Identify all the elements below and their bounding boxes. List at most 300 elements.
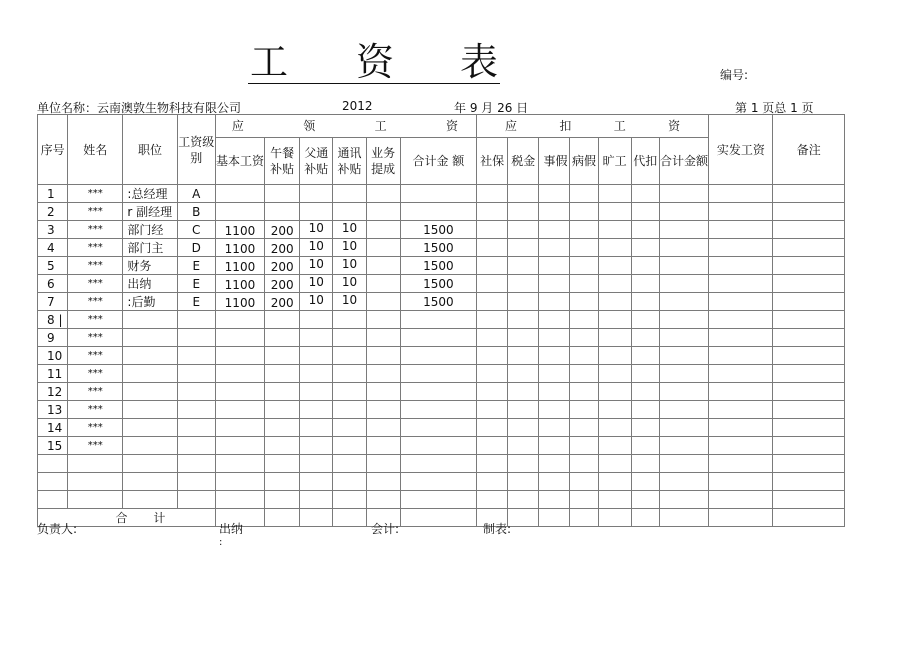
row-empty-cell [570, 401, 598, 419]
row-empty-cell [570, 347, 598, 365]
row-empty-cell [773, 365, 845, 383]
row-seq: 7 [38, 293, 68, 311]
row-empty-cell [477, 491, 508, 509]
row-empty-cell [477, 365, 508, 383]
row-empty-cell [570, 185, 598, 203]
total-char-2: 计 [153, 510, 166, 525]
row-empty-cell [709, 419, 773, 437]
row-meal-allowance: 200 [265, 257, 300, 275]
table-row [38, 491, 845, 509]
row-level [177, 401, 215, 419]
row-empty-cell [570, 365, 598, 383]
header-withhold: 代扣 [631, 138, 659, 185]
row-seq: 1 [38, 185, 68, 203]
row-empty-cell [773, 311, 845, 329]
row-comm-allowance [333, 419, 366, 437]
row-level: C [177, 221, 215, 239]
header-transport: 父通补贴 [300, 138, 333, 185]
row-base-salary: 1100 [215, 257, 264, 275]
row-base-salary [215, 329, 264, 347]
row-comm-allowance [333, 473, 366, 491]
row-empty-cell [539, 401, 570, 419]
row-base-salary [215, 185, 264, 203]
table-row [38, 275, 845, 293]
row-level: D [177, 239, 215, 257]
row-pay-total: 1500 [400, 257, 476, 275]
row-pay-total [400, 311, 476, 329]
row-name: *** [68, 203, 123, 221]
row-level [177, 329, 215, 347]
row-empty-cell [539, 473, 570, 491]
row-commission [366, 401, 400, 419]
row-base-salary [215, 203, 264, 221]
row-empty-cell [631, 239, 659, 257]
row-name [68, 491, 123, 509]
row-comm-allowance [333, 185, 366, 203]
row-empty-cell [570, 293, 598, 311]
row-name: *** [68, 257, 123, 275]
row-empty-cell [631, 203, 659, 221]
row-empty-cell [773, 383, 845, 401]
table-row [38, 185, 845, 203]
row-position [123, 347, 177, 365]
payable-char-1: 应 [231, 119, 244, 133]
header-commission: 业务提成 [366, 138, 400, 185]
row-empty-cell [477, 383, 508, 401]
row-empty-cell [570, 491, 598, 509]
row-commission [366, 293, 400, 311]
row-empty-cell [598, 491, 631, 509]
row-empty-cell [508, 293, 539, 311]
footer-accountant: 会计: [371, 522, 400, 536]
row-empty-cell [709, 491, 773, 509]
row-transport-allowance [300, 455, 333, 473]
row-empty-cell [631, 293, 659, 311]
row-level [177, 311, 215, 329]
total-cell [300, 509, 333, 527]
row-meal-allowance [265, 437, 300, 455]
row-comm-allowance [333, 365, 366, 383]
total-cell [539, 509, 570, 527]
row-transport-allowance [300, 311, 333, 329]
row-pay-total [400, 383, 476, 401]
row-base-salary [215, 437, 264, 455]
row-empty-cell [570, 419, 598, 437]
row-commission [366, 365, 400, 383]
row-empty-cell [631, 347, 659, 365]
table-row [38, 293, 845, 311]
row-pay-total: 1500 [400, 293, 476, 311]
table-row [38, 329, 845, 347]
total-cell [773, 509, 845, 527]
row-empty-cell [598, 293, 631, 311]
row-empty-cell [539, 311, 570, 329]
row-empty-cell [539, 419, 570, 437]
deduct-char-2: 扣 [559, 119, 572, 133]
row-empty-cell [659, 437, 708, 455]
row-base-salary [215, 311, 264, 329]
row-empty-cell [773, 203, 845, 221]
total-cell [265, 509, 300, 527]
row-empty-cell [773, 437, 845, 455]
table-row [38, 365, 845, 383]
header-remarks: 备注 [773, 115, 845, 185]
row-empty-cell [709, 365, 773, 383]
row-commission [366, 311, 400, 329]
row-empty-cell [477, 239, 508, 257]
row-empty-cell [477, 203, 508, 221]
row-name: *** [68, 437, 123, 455]
row-empty-cell [508, 437, 539, 455]
row-empty-cell [598, 383, 631, 401]
row-name: *** [68, 365, 123, 383]
row-commission [366, 185, 400, 203]
row-empty-cell [598, 203, 631, 221]
row-transport-allowance: 10 [300, 257, 333, 275]
total-cell [333, 509, 366, 527]
row-empty-cell [539, 455, 570, 473]
row-pay-total: 1500 [400, 275, 476, 293]
row-empty-cell [598, 311, 631, 329]
payable-char-4: 资 [446, 119, 459, 133]
row-empty-cell [598, 347, 631, 365]
row-comm-allowance: 10 [333, 221, 366, 239]
row-commission [366, 347, 400, 365]
row-pay-total [400, 203, 476, 221]
row-meal-allowance [265, 383, 300, 401]
row-position [123, 383, 177, 401]
row-pay-total: 1500 [400, 221, 476, 239]
payable-char-2: 领 [303, 119, 316, 133]
row-empty-cell [598, 365, 631, 383]
row-seq: 12 [38, 383, 68, 401]
row-empty-cell [598, 455, 631, 473]
table-row [38, 311, 845, 329]
row-empty-cell [709, 203, 773, 221]
row-comm-allowance: 10 [333, 257, 366, 275]
deduct-char-1: 应 [505, 119, 518, 133]
row-empty-cell [659, 311, 708, 329]
total-cell [508, 509, 539, 527]
row-position: 财务 [123, 257, 177, 275]
row-commission [366, 437, 400, 455]
row-empty-cell [598, 185, 631, 203]
row-empty-cell [570, 275, 598, 293]
row-empty-cell [631, 383, 659, 401]
row-empty-cell [659, 239, 708, 257]
row-empty-cell [659, 491, 708, 509]
row-empty-cell [508, 329, 539, 347]
header-position: 职位 [123, 115, 177, 185]
header-deduct-total: 合计金额 [659, 138, 708, 185]
row-empty-cell [539, 383, 570, 401]
row-empty-cell [709, 401, 773, 419]
payable-char-3: 工 [374, 119, 387, 133]
date-year: 2012 [342, 99, 373, 113]
row-transport-allowance [300, 383, 333, 401]
row-empty-cell [659, 275, 708, 293]
deduct-char-3: 工 [613, 119, 626, 133]
row-empty-cell [659, 401, 708, 419]
row-comm-allowance [333, 311, 366, 329]
row-empty-cell [659, 347, 708, 365]
title-char-1: 工 [250, 40, 289, 84]
row-empty-cell [570, 383, 598, 401]
row-empty-cell [631, 221, 659, 239]
header-base: 基本工资 [215, 138, 264, 185]
row-commission [366, 203, 400, 221]
table-row [38, 257, 845, 275]
table-row [38, 203, 845, 221]
row-empty-cell [709, 329, 773, 347]
row-level: E [177, 275, 215, 293]
row-transport-allowance [300, 329, 333, 347]
row-commission [366, 329, 400, 347]
row-empty-cell [773, 239, 845, 257]
row-empty-cell [659, 221, 708, 239]
row-name: *** [68, 383, 123, 401]
row-empty-cell [508, 365, 539, 383]
row-empty-cell [508, 239, 539, 257]
row-name: *** [68, 347, 123, 365]
row-seq: 9 [38, 329, 68, 347]
row-level [177, 473, 215, 491]
row-empty-cell [631, 455, 659, 473]
row-seq [38, 473, 68, 491]
row-seq: 4 [38, 239, 68, 257]
row-seq [38, 455, 68, 473]
row-meal-allowance: 200 [265, 221, 300, 239]
row-seq: 3 [38, 221, 68, 239]
row-meal-allowance [265, 473, 300, 491]
table-row [38, 455, 845, 473]
row-empty-cell [477, 185, 508, 203]
row-level: A [177, 185, 215, 203]
row-empty-cell [709, 239, 773, 257]
table-row [38, 419, 845, 437]
row-pay-total [400, 329, 476, 347]
row-empty-cell [477, 455, 508, 473]
row-empty-cell [709, 221, 773, 239]
table-row [38, 437, 845, 455]
row-transport-allowance [300, 473, 333, 491]
row-position [123, 437, 177, 455]
row-position [123, 365, 177, 383]
row-empty-cell [570, 455, 598, 473]
row-commission [366, 275, 400, 293]
row-empty-cell [539, 347, 570, 365]
row-empty-cell [539, 257, 570, 275]
row-transport-allowance: 10 [300, 239, 333, 257]
total-cell [570, 509, 598, 527]
row-name: *** [68, 401, 123, 419]
row-seq: 14 [38, 419, 68, 437]
row-position: 部门主 [123, 239, 177, 257]
row-level [177, 419, 215, 437]
row-empty-cell [659, 185, 708, 203]
header-payable-group [215, 115, 476, 138]
row-position: :后勤 [123, 293, 177, 311]
row-position [123, 419, 177, 437]
row-pay-total [400, 455, 476, 473]
row-level: E [177, 257, 215, 275]
row-empty-cell [570, 257, 598, 275]
row-meal-allowance [265, 419, 300, 437]
row-empty-cell [570, 239, 598, 257]
total-cell [659, 509, 708, 527]
title-underline [248, 83, 500, 84]
row-empty-cell [773, 329, 845, 347]
row-empty-cell [598, 239, 631, 257]
row-empty-cell [539, 329, 570, 347]
row-empty-cell [508, 185, 539, 203]
row-base-salary [215, 401, 264, 419]
row-base-salary [215, 419, 264, 437]
row-empty-cell [508, 347, 539, 365]
row-empty-cell [659, 365, 708, 383]
row-position [123, 473, 177, 491]
row-empty-cell [477, 221, 508, 239]
row-pay-total [400, 491, 476, 509]
row-commission [366, 473, 400, 491]
row-meal-allowance [265, 329, 300, 347]
footer-cashier: 出纳 [219, 522, 244, 536]
row-empty-cell [570, 221, 598, 239]
row-seq: 10 [38, 347, 68, 365]
row-pay-total [400, 473, 476, 491]
row-comm-allowance [333, 329, 366, 347]
row-empty-cell [631, 275, 659, 293]
salary-table [37, 114, 845, 527]
row-empty-cell [709, 293, 773, 311]
row-empty-cell [508, 221, 539, 239]
row-transport-allowance [300, 491, 333, 509]
row-name: *** [68, 185, 123, 203]
row-name [68, 473, 123, 491]
row-empty-cell [659, 329, 708, 347]
title-char-3: 表 [460, 40, 499, 84]
row-base-salary: 1100 [215, 221, 264, 239]
row-name: *** [68, 419, 123, 437]
row-empty-cell [659, 419, 708, 437]
row-meal-allowance [265, 185, 300, 203]
row-seq: 11 [38, 365, 68, 383]
row-empty-cell [598, 401, 631, 419]
row-pay-total [400, 365, 476, 383]
row-meal-allowance [265, 203, 300, 221]
row-transport-allowance [300, 437, 333, 455]
footer-owner: 负责人: [37, 522, 78, 536]
header-deduct-group [477, 115, 709, 138]
row-empty-cell [659, 203, 708, 221]
row-seq: 8 | [38, 311, 68, 329]
row-pay-total [400, 419, 476, 437]
row-empty-cell [539, 203, 570, 221]
row-empty-cell [508, 383, 539, 401]
header-seq: 序号 [38, 115, 68, 185]
row-comm-allowance [333, 455, 366, 473]
row-position: 部门经 [123, 221, 177, 239]
row-name: *** [68, 329, 123, 347]
row-empty-cell [631, 257, 659, 275]
row-empty-cell [539, 239, 570, 257]
row-empty-cell [773, 419, 845, 437]
row-name: *** [68, 293, 123, 311]
total-char-1: 合 [115, 510, 128, 525]
row-empty-cell [598, 329, 631, 347]
row-empty-cell [709, 311, 773, 329]
row-pay-total [400, 437, 476, 455]
row-seq: 2 [38, 203, 68, 221]
row-commission [366, 383, 400, 401]
row-commission [366, 221, 400, 239]
row-transport-allowance: 10 [300, 275, 333, 293]
row-empty-cell [631, 491, 659, 509]
total-cell [598, 509, 631, 527]
table-row [38, 401, 845, 419]
row-meal-allowance [265, 365, 300, 383]
row-pay-total: 1500 [400, 239, 476, 257]
row-commission [366, 455, 400, 473]
row-empty-cell [508, 491, 539, 509]
row-empty-cell [773, 221, 845, 239]
row-meal-allowance [265, 401, 300, 419]
table-row [38, 473, 845, 491]
row-base-salary [215, 383, 264, 401]
row-meal-allowance [265, 491, 300, 509]
page-info: 第 1 页总 1 页 [735, 101, 814, 115]
table-row [38, 383, 845, 401]
row-transport-allowance [300, 185, 333, 203]
header-social: 社保 [477, 138, 508, 185]
row-position [123, 401, 177, 419]
row-empty-cell [773, 401, 845, 419]
row-empty-cell [570, 473, 598, 491]
row-empty-cell [773, 491, 845, 509]
row-empty-cell [709, 455, 773, 473]
row-empty-cell [508, 473, 539, 491]
header-net-pay: 实发工资 [709, 115, 773, 185]
row-base-salary: 1100 [215, 275, 264, 293]
total-cell [631, 509, 659, 527]
row-transport-allowance [300, 347, 333, 365]
header-name: 姓名 [68, 115, 123, 185]
row-empty-cell [598, 257, 631, 275]
row-meal-allowance [265, 311, 300, 329]
row-empty-cell [659, 257, 708, 275]
footer-preparer: 制表: [483, 522, 512, 536]
row-empty-cell [539, 491, 570, 509]
row-empty-cell [631, 329, 659, 347]
header-sick: 病假 [570, 138, 598, 185]
header-level: 工资级别 [177, 115, 215, 185]
row-empty-cell [709, 257, 773, 275]
row-name: *** [68, 221, 123, 239]
row-transport-allowance: 10 [300, 293, 333, 311]
row-empty-cell [598, 473, 631, 491]
row-empty-cell [570, 203, 598, 221]
row-comm-allowance [333, 383, 366, 401]
row-name: *** [68, 275, 123, 293]
row-commission [366, 419, 400, 437]
row-position: r 副经理 [123, 203, 177, 221]
row-empty-cell [477, 257, 508, 275]
row-level [177, 347, 215, 365]
row-empty-cell [709, 275, 773, 293]
row-comm-allowance [333, 347, 366, 365]
deduct-char-4: 资 [668, 119, 681, 133]
row-position [123, 311, 177, 329]
